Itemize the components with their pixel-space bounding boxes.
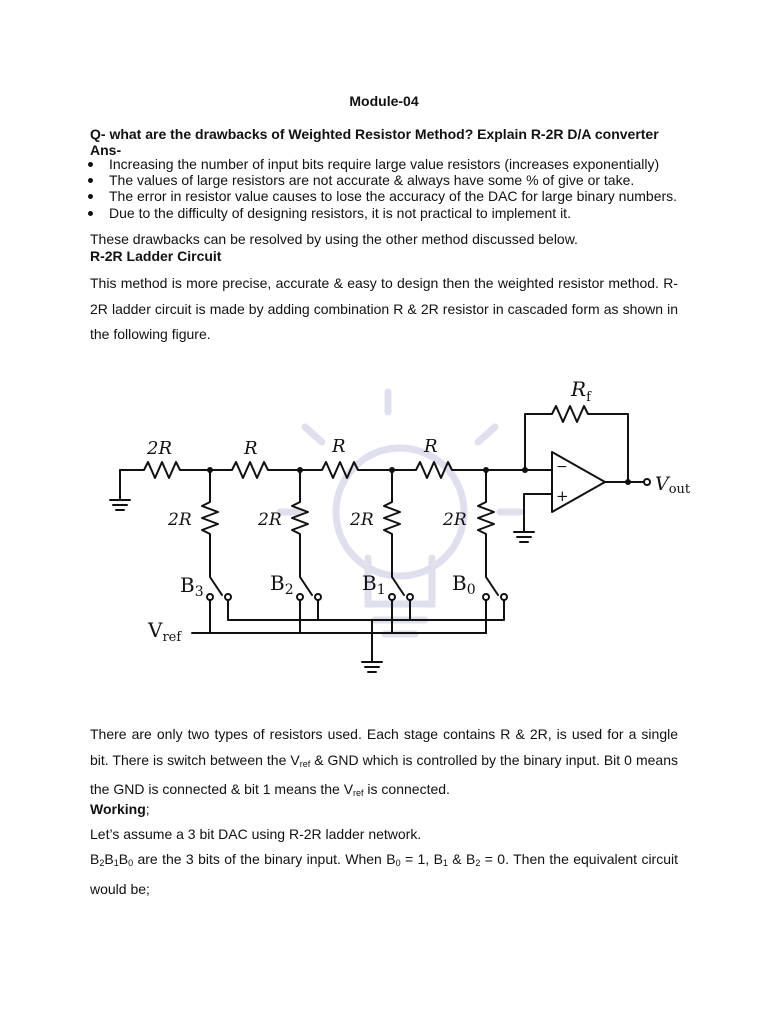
r2r-ladder-diagram bbox=[100, 372, 710, 692]
list-item-text: The values of large resistors are not accurate & always have some % of give or take. bbox=[109, 172, 635, 189]
subscript: 2 bbox=[475, 858, 481, 868]
resistor-label: R bbox=[424, 436, 438, 457]
list-item bbox=[90, 188, 690, 204]
answer-label: Ans- bbox=[90, 142, 122, 158]
text-run: & GND which is controlled by the binary input. Bit 0 means the GND is connected & bit 1 means the V bbox=[90, 751, 678, 797]
list-item bbox=[90, 205, 690, 221]
bullet-icon bbox=[88, 211, 93, 216]
bit-label-b0: $B_0$ bbox=[452, 571, 476, 598]
bit-label-b1: $B_1$ bbox=[362, 571, 386, 598]
text-run: are the 3 bits of the binary input. When B bbox=[133, 851, 396, 867]
subscript: 0 bbox=[395, 858, 401, 868]
drawbacks-list bbox=[90, 156, 690, 221]
shunt-resistor-label: 2R bbox=[258, 510, 282, 530]
subscript: 1 bbox=[113, 858, 119, 868]
bullet-icon bbox=[88, 194, 93, 199]
bit-label-b2: $B_2$ bbox=[270, 571, 294, 598]
text-run: = 1, B bbox=[400, 851, 443, 867]
bits-paragraph bbox=[90, 847, 678, 902]
list-item-text: Increasing the number of input bits require large value resistors (increases exponentially) bbox=[109, 156, 660, 172]
shunt-resistor-label: 2R bbox=[168, 510, 192, 530]
text-run: is connected. bbox=[363, 781, 450, 797]
text-run: There are only two types of resistors used. Each stage contains R & 2R, is used for a single bit. There is switch between the V bbox=[90, 726, 678, 768]
resistor-label: R bbox=[332, 436, 346, 457]
list-item-text: Due to the difficulty of designing resistors, it is not practical to implement it. bbox=[109, 204, 571, 221]
working-label: Working bbox=[90, 801, 146, 817]
rf-label: $R_f$ bbox=[571, 377, 591, 405]
assume-line: Let’s assume a 3 bit DAC using R-2R ladder network. bbox=[90, 826, 422, 842]
bullet-icon bbox=[88, 162, 93, 167]
text-run: & B bbox=[447, 851, 476, 867]
opamp-minus-label: − bbox=[556, 459, 568, 475]
list-item bbox=[90, 156, 690, 172]
subscript: ref bbox=[299, 758, 311, 769]
intro-paragraph: This method is more precise, accurate & easy to design then the weighted resistor method. R-2R ladder circuit is made by adding combination R & 2R resistor in cascaded form as shown in the following figure. bbox=[90, 275, 678, 342]
page-title: Module-04 bbox=[349, 93, 419, 109]
section-heading: R-2R Ladder Circuit bbox=[90, 248, 222, 264]
subscript: 0 bbox=[128, 858, 134, 868]
text-run: = 0. Then the equivalent circuit would be; bbox=[90, 851, 678, 897]
list-item bbox=[90, 172, 690, 188]
shunt-resistor-label: 2R bbox=[350, 510, 374, 530]
shunt-resistor-label: 2R bbox=[443, 510, 467, 530]
vout-label: Vout bbox=[655, 473, 691, 497]
bit-label-b3: $B_3$ bbox=[180, 573, 204, 600]
drawbacks-resolved-text: These drawbacks can be resolved by using the other method discussed below. bbox=[90, 231, 578, 247]
text-run: B bbox=[118, 851, 129, 867]
subscript: 2 bbox=[99, 858, 105, 868]
vref-label: $V_{ref}$ bbox=[148, 618, 182, 645]
text-run: B bbox=[90, 851, 100, 867]
opamp-plus-label: + bbox=[556, 487, 569, 505]
working-semicolon: ; bbox=[145, 801, 150, 817]
question-line: Q- what are the drawbacks of Weighted Resistor Method? Explain R-2R D/A converter bbox=[90, 126, 659, 142]
subscript: 1 bbox=[442, 858, 448, 868]
working-heading bbox=[90, 801, 150, 817]
resistor-label: 2R bbox=[147, 438, 173, 459]
text-run: B bbox=[104, 851, 114, 867]
resistor-label: R bbox=[244, 438, 258, 459]
subscript: ref bbox=[353, 788, 364, 798]
list-item-text: The error in resistor value causes to lose the accuracy of the DAC for large binary numbers. bbox=[109, 188, 678, 205]
bullet-icon bbox=[88, 178, 93, 183]
resistor-types-paragraph bbox=[90, 722, 678, 807]
